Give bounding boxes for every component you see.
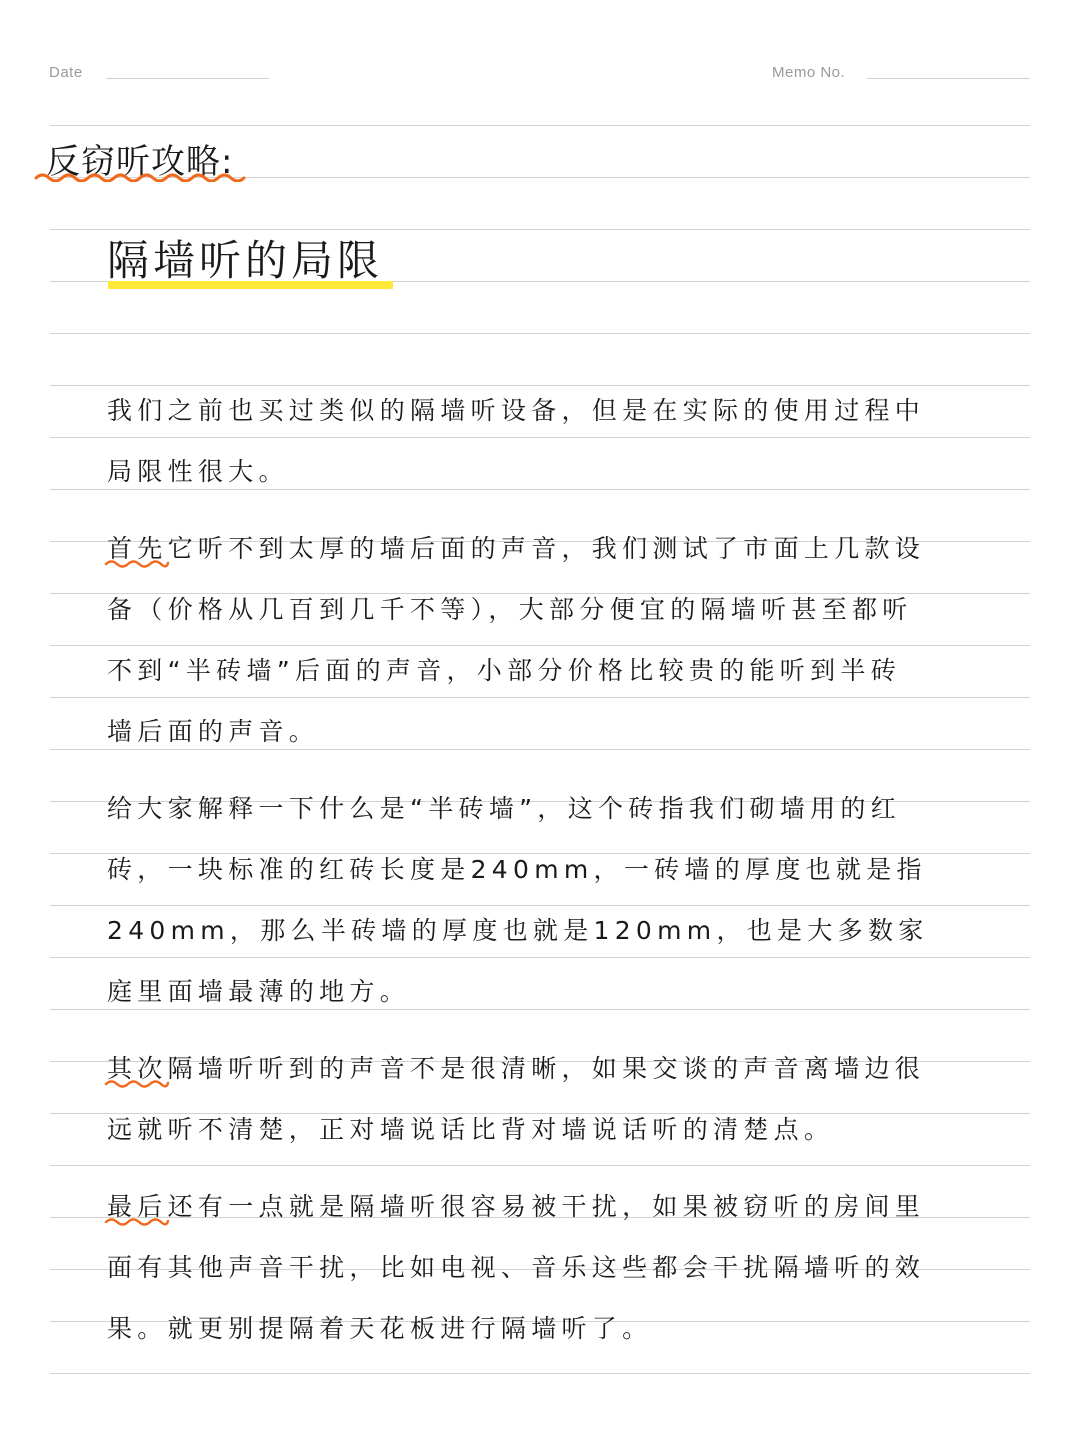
text-line: 远就听不清楚，正对墙说话比背对墙说话听的清楚点。 (107, 1115, 835, 1144)
text-line: 我们之前也买过类似的隔墙听设备，但是在实际的使用过程中 (107, 396, 926, 425)
lead-wavy-underline (104, 1216, 170, 1226)
date-underline (106, 78, 269, 79)
memo-underline (867, 78, 1030, 79)
lead-wavy-underline (104, 1078, 170, 1088)
text-line: 给大家解释一下什么是“半砖墙”，这个砖指我们砌墙用的红 (107, 794, 902, 823)
text-line: 墙后面的声音。 (107, 717, 320, 746)
text-line: 240mm，那么半砖墙的厚度也就是120mm，也是大多数家 (107, 916, 929, 945)
memo-label: Memo No. (772, 64, 846, 81)
text-line: 局限性很大。 (107, 457, 289, 486)
heading-wavy-underline (34, 170, 246, 182)
text-line: 不到“半砖墙”后面的声音，小部分价格比较贵的能听到半砖 (107, 656, 902, 685)
text-line: 砖，一块标准的红砖长度是240mm，一砖墙的厚度也就是指 (107, 855, 927, 884)
text-line: 最后还有一点就是隔墙听很容易被干扰，如果被窃听的房间里 (107, 1192, 926, 1221)
text-line: 备（价格从几百到几千不等），大部分便宜的隔墙听甚至都听 (107, 595, 913, 624)
text-line: 面有其他声音干扰，比如电视、音乐这些都会干扰隔墙听的效 (107, 1253, 926, 1282)
text-line: 首先它听不到太厚的墙后面的声音，我们测试了市面上几款设 (107, 534, 926, 563)
text-line: 其次隔墙听听到的声音不是很清晰，如果交谈的声音离墙边很 (107, 1054, 926, 1083)
page-heading: 反窃听攻略: (46, 142, 234, 182)
section-title: 隔墙听的局限 (107, 236, 384, 285)
date-label: Date (49, 64, 83, 81)
text-line: 庭里面墙最薄的地方。 (107, 977, 411, 1006)
text-line: 果。就更别提隔着天花板进行隔墙听了。 (107, 1314, 653, 1343)
lead-wavy-underline (104, 558, 170, 568)
